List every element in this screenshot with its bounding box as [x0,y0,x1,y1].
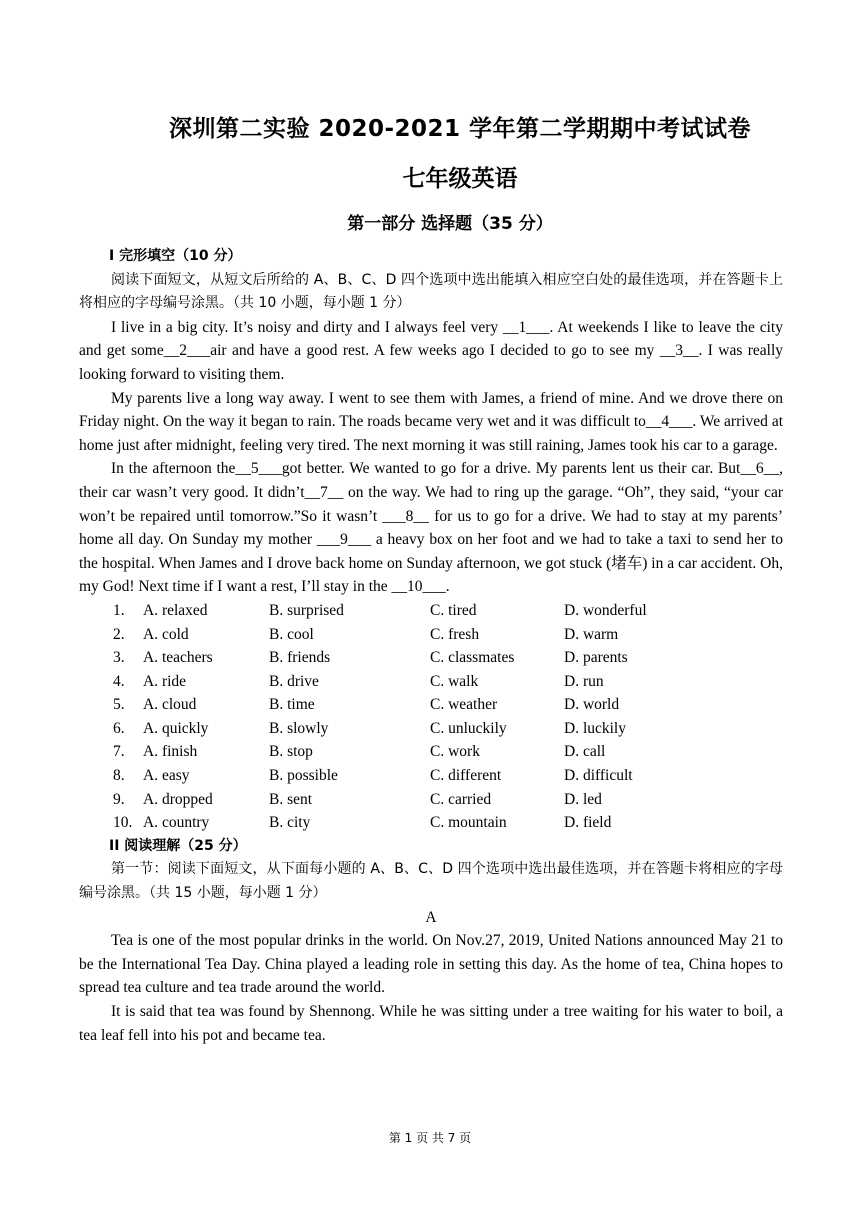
option-b: B. possible [269,767,338,785]
option-a: A. cold [143,625,189,643]
option-c: C. classmates [430,649,515,667]
option-a: A. cloud [143,696,197,714]
question-number: 6. [113,719,125,737]
cloze-paragraph: My parents live a long way away. I went to see them with James, a friend of mine. And we drove there on Friday night. On the way it began to rain. The roads became very wet and it was difficult to__4___. We arrived at home just after midnight, feeling very tired. The next morning it was still raining, James took his car to a garage. [79,389,783,454]
option-row [79,717,783,741]
option-a: A. relaxed [143,601,208,619]
option-d: D. difficult [564,767,633,785]
section-heading-reading: II 阅读理解（25 分） [109,837,247,854]
option-a: A. country [143,814,210,832]
option-b: B. slowly [269,719,329,737]
option-b: B. surprised [269,601,344,619]
exam-title: 深圳第二实验 2020-2021 学年第二学期期中考试试卷 [168,116,752,142]
option-row [79,693,783,717]
option-b: B. cool [269,625,314,643]
page-footer: 第 1 页 共 7 页 [388,1131,472,1145]
part-heading: 第一部分 选择题（35 分） [347,214,553,234]
question-number: 3. [113,649,125,667]
question-number: 8. [113,767,125,785]
option-d: D. luckily [564,719,626,737]
option-b: B. stop [269,743,313,761]
cloze-options [79,599,783,835]
option-row [79,811,783,835]
option-d: D. warm [564,625,619,643]
option-c: C. different [430,767,502,785]
reading-paragraph: It is said that tea was found by Shennong. While he was sitting under a tree waiting for his water to boil, a tea leaf fell into his pot and became tea. [79,1003,783,1044]
option-b: B. drive [269,672,319,690]
option-a: A. easy [143,767,190,785]
option-c: C. weather [430,696,498,714]
cloze-paragraph: I live in a big city. It’s noisy and dirty and I always feel very __1___. At weekends I like to leave the city and get some__2___air and have a good rest. A few weeks ago I decided to go to see my __3__. I was really looking forward to visiting them. [79,318,783,383]
question-number: 9. [113,790,125,808]
question-number: 4. [113,672,125,690]
section-heading-cloze: I 完形填空（10 分） [109,248,242,264]
option-d: D. wonderful [564,601,647,619]
option-b: B. friends [269,649,331,667]
exam-subtitle: 七年级英语 [402,166,518,192]
option-d: D. call [564,743,606,761]
option-row [79,599,783,623]
option-b: B. time [269,696,315,714]
option-row [79,646,783,670]
option-a: A. dropped [143,790,213,808]
exam-body [79,245,783,1047]
passage-label: A [425,908,437,926]
option-row [79,623,783,647]
option-d: D. parents [564,649,628,667]
option-b: B. sent [269,790,313,808]
reading-instruction: 第一节：阅读下面短文，从下面每小题的 A、B、C、D 四个选项中选出最佳选项，并在答题卡将相应的字母编号涂黑。（共 15 小题，每小题 1 分） [79,861,783,902]
question-number: 7. [113,743,125,761]
option-row [79,670,783,694]
option-a: A. ride [143,672,187,690]
question-number: 2. [113,625,125,643]
option-c: C. unluckily [430,719,507,737]
question-number: 1. [113,601,125,619]
option-d: D. field [564,814,612,832]
option-c: C. walk [430,672,479,690]
option-d: D. run [564,672,604,690]
option-c: C. mountain [430,814,507,832]
option-row [79,764,783,788]
question-number: 10. [113,814,133,832]
option-d: D. world [564,696,620,714]
option-c: C. fresh [430,625,480,643]
option-row [79,788,783,812]
cloze-instruction: 阅读下面短文，从短文后所给的 A、B、C、D 四个选项中选出能填入相应空白处的最佳选项，并在答题卡上将相应的字母编号涂黑。（共 10 小题，每小题 1 分） [79,271,783,312]
cloze-paragraph: In the afternoon the__5___got better. We wanted to go for a drive. My parents lent us their car. But__6__, their car wasn’t very good. It didn’t__7__ on the way. We had to ring up the garage. “Oh”, they said, “your car won’t be repaired until tomorrow.”So it wasn’t ___8__ for us to go for a drive. We had to stay at my parents’ home all day. On Sunday my mother ___9___ a heavy box on her foot and we had to take a taxi to send her to the hospital. When James and I drove back home on Sunday afternoon, we got stuck (堵车) in a car accident. Oh, my God! Next time if I want a rest, I’ll stay in the __10___. [79,460,783,596]
option-row [79,740,783,764]
option-b: B. city [269,814,311,832]
reading-paragraph: Tea is one of the most popular drinks in the world. On Nov.27, 2019, United Nations announced May 21 to be the International Tea Day. China played a leading role in setting this day. As the home of tea, China hopes to spread tea culture and tea trade around the world. [79,932,783,997]
question-number: 5. [113,696,125,714]
option-a: A. quickly [143,719,209,737]
option-a: A. finish [143,743,198,761]
option-c: C. work [430,743,480,761]
option-d: D. led [564,790,602,808]
option-a: A. teachers [143,649,213,667]
option-c: C. tired [430,601,477,619]
option-c: C. carried [430,790,492,808]
